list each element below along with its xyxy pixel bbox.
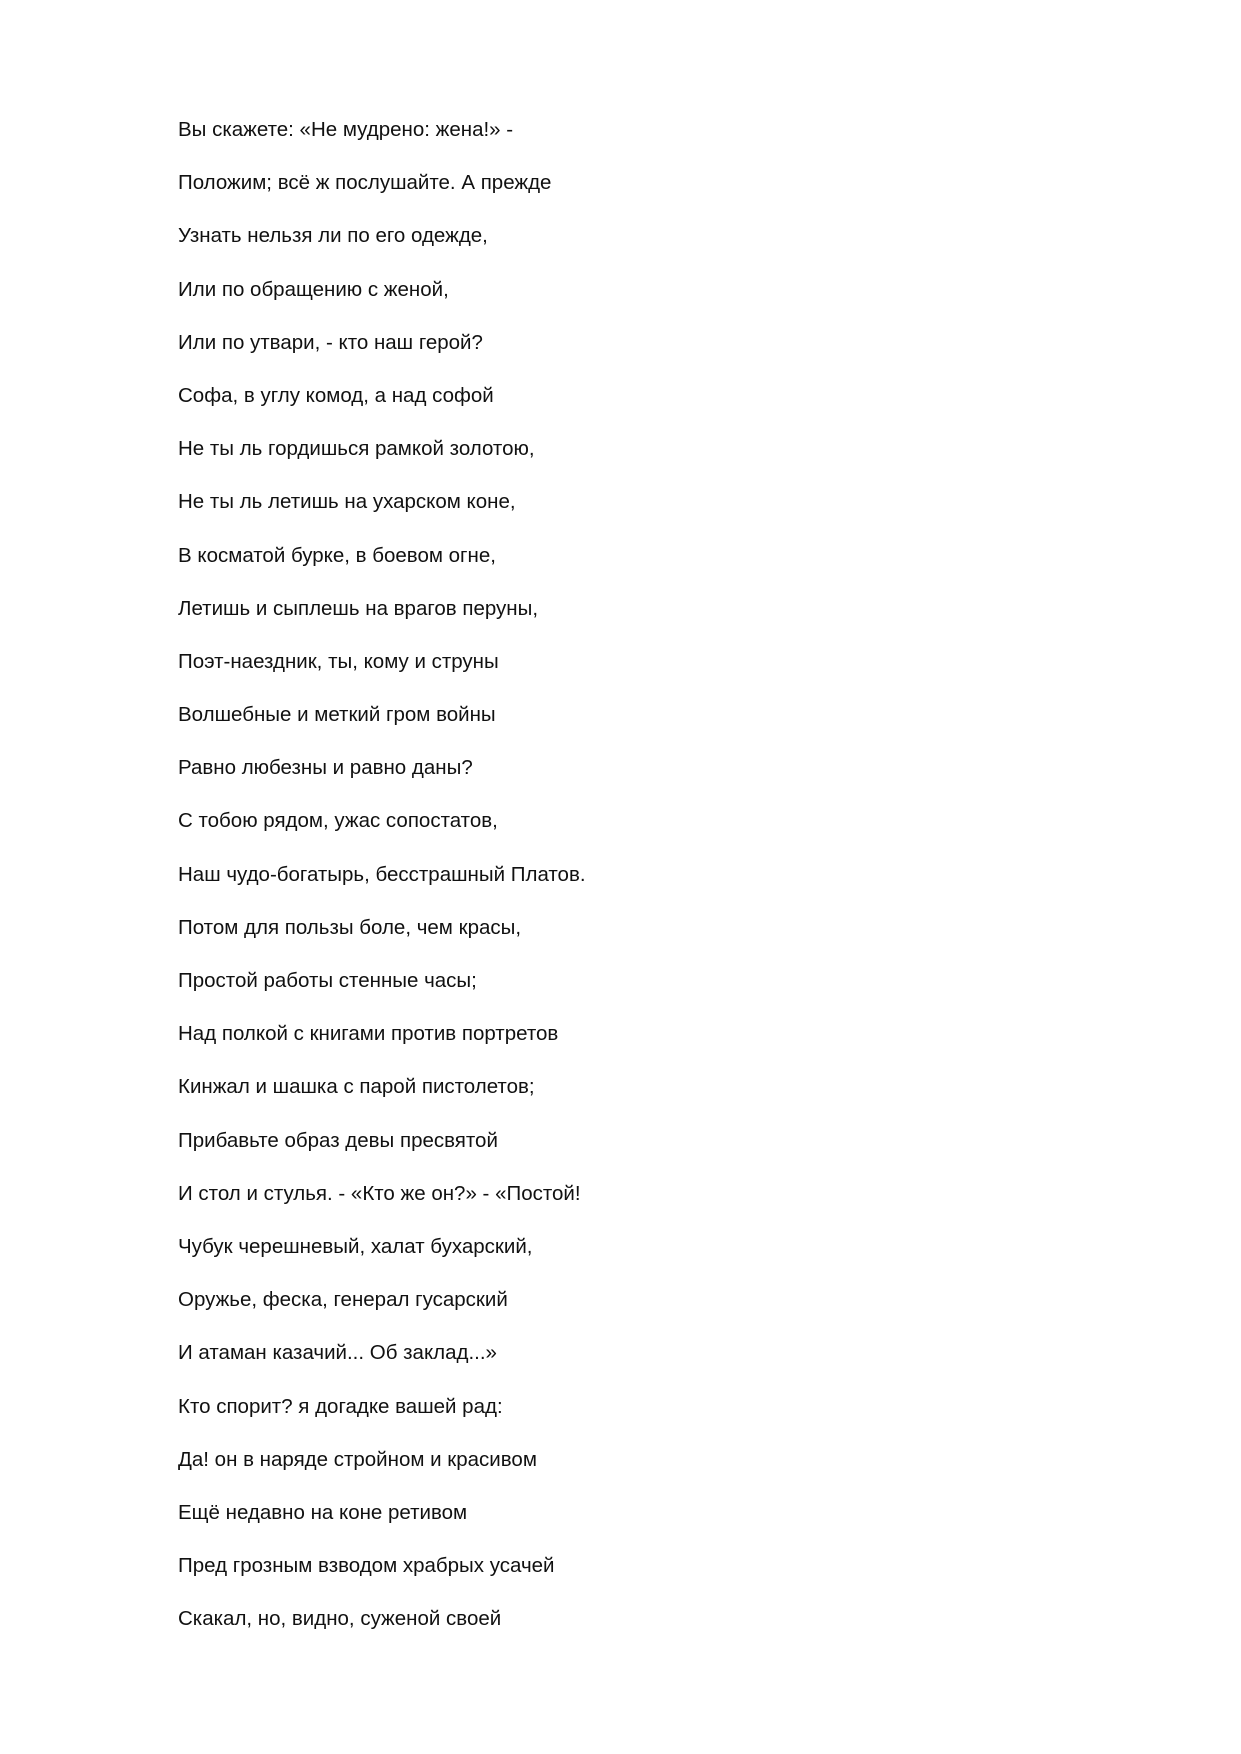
poem-line: Оружье, феска, генерал гусарский — [178, 1288, 508, 1312]
poem-line: И стол и стулья. - «Кто же он?» - «Постой! — [178, 1181, 581, 1205]
poem-text — [178, 116, 586, 1658]
poem-line: Над полкой с книгами против портретов — [178, 1022, 559, 1046]
poem-line: Не ты ль летишь на ухарском коне, — [178, 490, 516, 514]
poem-line: Ещё недавно на коне ретивом — [178, 1500, 468, 1524]
poem-line: Пред грозным взводом храбрых усачей — [178, 1554, 555, 1578]
poem-line: Чубук черешневый, халат бухарский, — [178, 1234, 533, 1258]
poem-line: Наш чудо-богатырь, бесстрашный Платов. — [178, 862, 586, 886]
poem-line: В косматой бурке, в боевом огне, — [178, 543, 496, 567]
poem-line: Или по утвари, - кто наш герой? — [178, 330, 483, 354]
poem-line: Вы скажете: «Не мудрено: жена!» - — [178, 118, 514, 141]
poem-line: Равно любезны и равно даны? — [178, 756, 473, 780]
poem-line: Прибавьте образ девы пресвятой — [178, 1128, 498, 1152]
poem-line: Поэт-наездник, ты, кому и струны — [178, 649, 499, 673]
poem-line: Летишь и сыплешь на врагов перуны, — [178, 596, 539, 620]
poem-line: Скакал, но, видно, суженой своей — [178, 1607, 502, 1631]
poem-line: И атаман казачий... Об заклад...» — [178, 1341, 497, 1365]
poem-line: Кто спорит? я догадке вашей рад: — [178, 1394, 503, 1418]
poem-line: Волшебные и меткий гром войны — [178, 703, 496, 727]
poem-line: С тобою рядом, ужас сопостатов, — [178, 809, 498, 833]
poem-line: Узнать нельзя ли по его одежде, — [178, 224, 488, 248]
poem-line: Не ты ль гордишься рамкой золотою, — [178, 437, 535, 461]
poem-line: Простой работы стенные часы; — [178, 969, 477, 992]
poem-line: Да! он в наряде стройном и красивом — [178, 1447, 537, 1471]
poem-line: Софа, в углу комод, а над софой — [178, 383, 494, 407]
poem-line: Потом для пользы боле, чем красы, — [178, 915, 522, 939]
poem-line: Или по обращению с женой, — [178, 277, 449, 301]
poem-line: Кинжал и шашка с парой пистолетов; — [178, 1075, 535, 1099]
poem-line: Положим; всё ж послушайте. А прежде — [178, 171, 552, 195]
